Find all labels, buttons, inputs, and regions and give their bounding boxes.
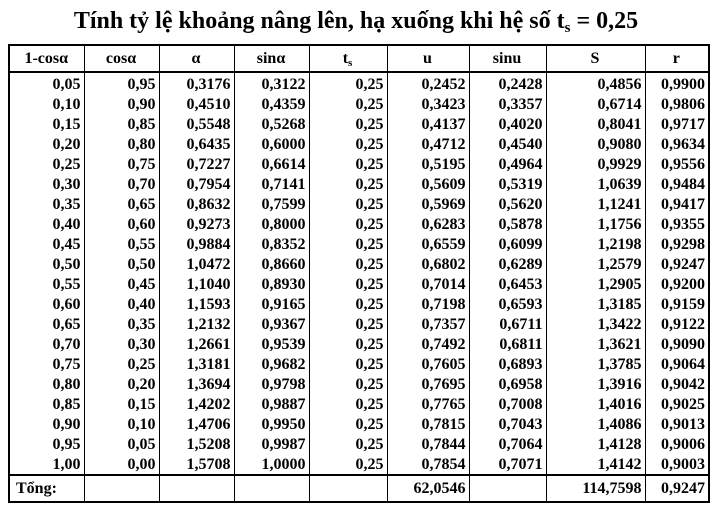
table-cell: 0,6000 [234,134,309,154]
table-cell: 0,5609 [387,174,469,194]
table-cell: 0,9355 [645,214,709,234]
table-cell: 0,4359 [234,94,309,114]
table-row [9,214,709,234]
table-cell: 0,20 [84,374,159,394]
table-cell: 0,9247 [645,254,709,274]
table-cell: 0,15 [84,394,159,414]
table-cell: 0,8930 [234,274,309,294]
table-cell: 1,2132 [159,314,234,334]
table-cell: 0,6559 [387,234,469,254]
table-cell: 0,5268 [234,114,309,134]
table-cell: 0,9900 [645,72,709,94]
table-cell: 0,9165 [234,294,309,314]
table-cell: 1,0472 [159,254,234,274]
table-cell: 0,6099 [469,234,546,254]
column-header-label: S [590,50,600,67]
table-cell: 0,7599 [234,194,309,214]
table-cell: 0,7064 [469,434,546,454]
table-cell: 0,6711 [469,314,546,334]
table-cell: 0,6893 [469,354,546,374]
table-cell: 0,9634 [645,134,709,154]
table-cell: 0,25 [309,174,387,194]
table-cell: 1,4128 [546,434,645,454]
table-cell: 0,25 [309,274,387,294]
total-cell [84,475,159,502]
table-cell: 0,80 [9,374,84,394]
table-cell: 1,1756 [546,214,645,234]
table-cell: 0,3176 [159,72,234,94]
table-cell: 0,35 [9,194,84,214]
table-cell: 0,3122 [234,72,309,94]
table-cell: 0,7844 [387,434,469,454]
column-header-subscript: s [348,57,353,69]
table-cell: 0,6802 [387,254,469,274]
table-cell: 0,7043 [469,414,546,434]
table-row [9,194,709,214]
table-cell: 1,2905 [546,274,645,294]
table-cell: 0,9042 [645,374,709,394]
table-cell: 0,25 [309,394,387,414]
table-cell: 0,70 [9,334,84,354]
table-cell: 0,9484 [645,174,709,194]
table-cell: 1,3916 [546,374,645,394]
table-cell: 0,40 [84,294,159,314]
table-cell: 0,25 [309,414,387,434]
table-cell: 0,40 [9,214,84,234]
table-cell: 0,9950 [234,414,309,434]
table-cell: 0,85 [84,114,159,134]
table-cell: 0,9539 [234,334,309,354]
table-cell: 1,5708 [159,454,234,475]
table-cell: 0,5319 [469,174,546,194]
table-cell: 0,2428 [469,72,546,94]
table-cell: 1,4706 [159,414,234,434]
table-cell: 1,5208 [159,434,234,454]
column-header-label: 1-cosα [24,50,69,67]
table-cell: 0,6593 [469,294,546,314]
table-cell: 0,25 [309,254,387,274]
table-cell: 1,2661 [159,334,234,354]
table-row [9,154,709,174]
table-cell: 0,6289 [469,254,546,274]
table-cell: 0,9798 [234,374,309,394]
column-header [645,45,709,72]
table-cell: 1,4142 [546,454,645,475]
table-cell: 0,7492 [387,334,469,354]
table-cell: 0,7071 [469,454,546,475]
table-cell: 0,6811 [469,334,546,354]
table-row [9,234,709,254]
table-cell: 0,95 [9,434,84,454]
table-cell: 0,4540 [469,134,546,154]
table-cell: 0,9273 [159,214,234,234]
table-cell: 0,9298 [645,234,709,254]
page-title [0,4,712,38]
table-row [9,374,709,394]
table-cell: 0,4712 [387,134,469,154]
table-cell: 0,5878 [469,214,546,234]
table-cell: 0,9682 [234,354,309,374]
table-cell: 1,2579 [546,254,645,274]
table-cell: 0,60 [9,294,84,314]
table-cell: 0,5620 [469,194,546,214]
table-cell: 1,3422 [546,314,645,334]
table-cell: 0,6958 [469,374,546,394]
table-row [9,72,709,94]
table-cell: 0,25 [309,214,387,234]
table-cell: 0,6283 [387,214,469,234]
table-cell: 0,3423 [387,94,469,114]
table-cell: 0,25 [309,334,387,354]
table-cell: 0,9806 [645,94,709,114]
table-cell: 0,2452 [387,72,469,94]
table-cell: 0,25 [309,434,387,454]
column-header-label: r [672,50,680,67]
table-cell: 0,75 [9,354,84,374]
table-cell: 0,25 [309,234,387,254]
table-cell: 0,50 [84,254,159,274]
table-row [9,414,709,434]
table-cell: 0,35 [84,314,159,334]
table-cell: 0,20 [9,134,84,154]
table-cell: 0,25 [309,354,387,374]
table-cell: 0,9887 [234,394,309,414]
table-cell: 0,55 [84,234,159,254]
table-cell: 0,9929 [546,154,645,174]
column-header-label: α [191,50,201,67]
table-cell: 0,7198 [387,294,469,314]
table-cell: 1,4016 [546,394,645,414]
table-row [9,294,709,314]
table-cell: 1,3694 [159,374,234,394]
table-cell: 0,6453 [469,274,546,294]
table-cell: 0,65 [9,314,84,334]
table-cell: 0,9556 [645,154,709,174]
table-cell: 0,85 [9,394,84,414]
table-cell: 0,7357 [387,314,469,334]
table-cell: 0,55 [9,274,84,294]
table-cell: 1,1040 [159,274,234,294]
table-row [9,434,709,454]
table-cell: 0,75 [84,154,159,174]
table-row [9,274,709,294]
table-cell: 0,50 [9,254,84,274]
table-cell: 1,1241 [546,194,645,214]
table-cell: 0,00 [84,454,159,475]
table-header-row [9,45,709,72]
table-cell: 0,25 [309,94,387,114]
table-cell: 0,9003 [645,454,709,475]
table-row [9,314,709,334]
table-cell: 0,9417 [645,194,709,214]
table-cell: 0,5195 [387,154,469,174]
table-cell: 0,9064 [645,354,709,374]
table-cell: 1,0000 [234,454,309,475]
table-cell: 0,5969 [387,194,469,214]
table-cell: 0,30 [9,174,84,194]
table-cell: 0,10 [9,94,84,114]
table-cell: 0,80 [84,134,159,154]
total-cell [469,475,546,502]
table-cell: 0,25 [309,134,387,154]
column-header-label: cosα [105,50,137,67]
column-header [469,45,546,72]
table-cell: 0,9122 [645,314,709,334]
column-header [387,45,469,72]
table-cell: 1,4202 [159,394,234,414]
table-cell: 1,3621 [546,334,645,354]
table-cell: 0,9080 [546,134,645,154]
table-cell: 0,7854 [387,454,469,475]
column-header [309,45,387,72]
table-cell: 0,25 [309,314,387,334]
column-header-label: sinα [256,50,286,67]
table-cell: 0,25 [84,354,159,374]
table-cell: 0,8041 [546,114,645,134]
table-cell: 1,3181 [159,354,234,374]
table-cell: 0,7008 [469,394,546,414]
total-cell: 62,0546 [387,475,469,502]
table-row [9,454,709,475]
table-row [9,114,709,134]
table-cell: 0,9159 [645,294,709,314]
table-cell: 0,7765 [387,394,469,414]
column-header-label: t [342,50,349,67]
table-cell: 0,9200 [645,274,709,294]
table-cell: 0,4510 [159,94,234,114]
table-cell: 1,0639 [546,174,645,194]
total-cell: 0,9247 [645,475,709,502]
table-row [9,94,709,114]
table-cell: 0,8352 [234,234,309,254]
table-cell: 0,30 [84,334,159,354]
table-cell: 0,9090 [645,334,709,354]
table-cell: 0,7605 [387,354,469,374]
table-cell: 0,90 [9,414,84,434]
table-row [9,394,709,414]
table-cell: 0,9006 [645,434,709,454]
table-cell: 1,2198 [546,234,645,254]
table-cell: 0,9717 [645,114,709,134]
table-cell: 0,7815 [387,414,469,434]
table-footer-row [9,475,709,502]
total-cell: 114,7598 [546,475,645,502]
total-cell [159,475,234,502]
total-cell [234,475,309,502]
table-cell: 0,25 [309,114,387,134]
table-cell: 0,9987 [234,434,309,454]
table-cell: 0,25 [309,194,387,214]
table-cell: 0,90 [84,94,159,114]
table-cell: 0,25 [309,154,387,174]
table-cell: 0,6714 [546,94,645,114]
table-cell: 0,45 [84,274,159,294]
table-cell: 0,7014 [387,274,469,294]
table-cell: 0,4020 [469,114,546,134]
total-cell [309,475,387,502]
column-header [546,45,645,72]
column-header-label: u [423,50,432,67]
table-row [9,354,709,374]
title-main: Tính tỷ lệ khoảng nâng lên, hạ xuống khi hệ số t [73,8,565,34]
column-header [234,45,309,72]
table-cell: 0,7227 [159,154,234,174]
table-cell: 0,25 [309,374,387,394]
total-label: Tổng: [9,475,84,502]
table-cell: 0,9884 [159,234,234,254]
table-cell: 0,8000 [234,214,309,234]
table-cell: 0,10 [84,414,159,434]
table-cell: 0,8660 [234,254,309,274]
title-subscript: s [564,20,571,36]
table-row [9,134,709,154]
table-cell: 0,65 [84,194,159,214]
table-cell: 0,3357 [469,94,546,114]
table-cell: 0,70 [84,174,159,194]
table-cell: 0,60 [84,214,159,234]
table-cell: 0,9367 [234,314,309,334]
table-cell: 0,25 [309,294,387,314]
table-cell: 0,7141 [234,174,309,194]
column-header [159,45,234,72]
table-cell: 0,4964 [469,154,546,174]
table-cell: 0,4856 [546,72,645,94]
column-header-label: sinu [492,50,522,67]
table-cell: 0,25 [309,454,387,475]
table-cell: 0,05 [9,72,84,94]
table-body [9,72,709,475]
table-cell: 0,15 [9,114,84,134]
table-cell: 1,3185 [546,294,645,314]
table-cell: 0,45 [9,234,84,254]
table-cell: 1,00 [9,454,84,475]
table-cell: 0,7954 [159,174,234,194]
table-cell: 1,1593 [159,294,234,314]
table-cell: 0,7695 [387,374,469,394]
table-cell: 0,4137 [387,114,469,134]
table-cell: 0,25 [9,154,84,174]
data-table [8,44,710,503]
title-tail: = 0,25 [570,8,639,34]
table-cell: 1,4086 [546,414,645,434]
table-cell: 0,95 [84,72,159,94]
table-cell: 1,3785 [546,354,645,374]
table-row [9,254,709,274]
table-cell: 0,6435 [159,134,234,154]
column-header [84,45,159,72]
table-cell: 0,8632 [159,194,234,214]
table-cell: 0,05 [84,434,159,454]
column-header [9,45,84,72]
table-row [9,334,709,354]
table-cell: 0,5548 [159,114,234,134]
table-cell: 0,9025 [645,394,709,414]
table-cell: 0,25 [309,72,387,94]
table-cell: 0,9013 [645,414,709,434]
table-row [9,174,709,194]
table-cell: 0,6614 [234,154,309,174]
